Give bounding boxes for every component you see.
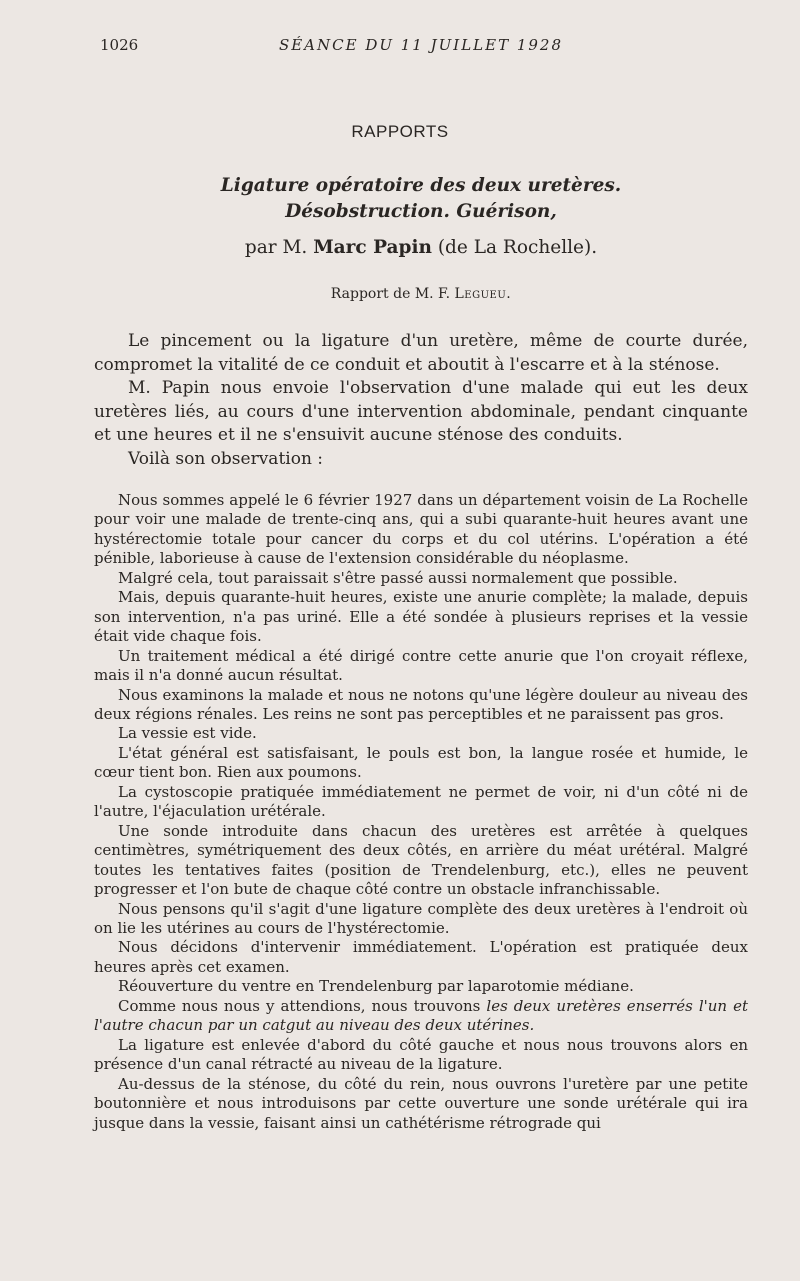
byline-suffix: (de La Rochelle). [437,237,598,258]
report-prefix: Rapport de M. F. [330,286,451,302]
reporter-name: Legueu. [454,286,512,302]
intro-paragraph: Le pincement ou la ligature d'un uretère, même de courte durée, compromet la vitalité de ce conduit et aboutit à l'escarre et à la sténose. [94,331,748,375]
observation-paragraph: La ligature est enlevée d'abord du côté gauche et nous nous trouvons alors en présence d'un canal rétracté au niveau de la ligature. [94,1035,748,1074]
article-title [94,173,748,225]
intro-paragraph: M. Papin nous envoie l'observation d'une malade qui eut les deux uretères liés, au cours d'une intervention abdominale, pendant cinquante et une heures et il ne s'ensuivit aucune sténose des conduits. [94,378,748,446]
title-line-2: Désobstruction. Guérison, [285,201,557,222]
intro-paragraph: Voilà son observation : [128,448,324,469]
introduction [94,330,748,472]
observation-paragraph: Au-dessus de la sténose, du côté du rein, nous ouvrons l'uretère par une petite boutonnière et nous introduisons par cette ouverture une sonde urétérale qui ira jusque dans la vessie, faisant ainsi un cathétérisme rétrograde qui [94,1074,748,1132]
observation-paragraph: Nous décidons d'intervenir immédiatement. L'opération est pratiquée deux heures après cet examen. [94,938,748,976]
title-line-1: Ligature opératoire des deux uretères. [220,175,622,196]
running-head [94,36,748,58]
observation-paragraph: L'état général est satisfaisant, le pouls est bon, la langue rosée et humide, le cœur tient bon. Rien aux poumons. [94,743,748,782]
observation [94,491,748,1133]
observation-paragraph: Nous sommes appelé le 6 février 1927 dans un département voisin de La Rochelle pour voir une malade de trente-cinq ans, qui a subi quarante-huit heures avant une hystérectomie totale pour cancer du corps et du col utérins. L'opération a été pénible, laborieuse à cause de l'extension considérable du néoplasme. [94,491,748,568]
observation-paragraph: Un traitement médical a été dirigé contre cette anurie que l'on croyait réflexe, mais il n'a donné aucun résultat. [94,646,748,685]
page-number: 1026 [100,36,139,54]
observation-paragraph: Mais, depuis quarante-huit heures, existe une anurie complète; la malade, depuis son intervention, n'a pas uriné. Elle a été sondée à plusieurs reprises et la vessie était vide chaque fois. [94,588,748,646]
author-name: Marc Papin [313,237,432,258]
observation-paragraph: Nous pensons qu'il s'agit d'une ligature complète des deux uretères à l'endroit où on lie les utérines au cours de l'hystérectomie. [94,899,748,937]
observation-paragraph: La cystoscopie pratiquée immédiatement ne permet de voir, ni d'un côté ni de l'autre, l'éjaculation urétérale. [94,782,748,821]
observation-paragraph: Une sonde introduite dans chacun des uretères est arrêtée à quelques centimètres, symétriquement des deux côtés, en arrière du méat urétéral. Malgré toutes les tentatives faites (position de Trendelenburg, etc.), elles ne peuvent progresser et l'on bute de chaque côté contre un obstacle infranchissable. [94,821,748,899]
observation-paragraph: Réouverture du ventre en Trendelenburg par laparotomie médiane. [118,977,634,996]
observation-paragraph: La vessie est vide. [118,724,257,743]
byline [94,237,748,258]
observation-paragraph-with-italic [94,997,748,1036]
section-title: RAPPORTS [351,122,449,141]
observation-italic-text: les deux uretères enserrés l'un et l'autre chacun par un catgut au niveau des deux utérines. [94,996,748,1035]
report-line [94,286,748,302]
observation-paragraph: Nous examinons la malade et nous ne notons qu'une légère douleur au niveau des deux régions rénales. Les reins ne sont pas perceptibles et ne paraissent pas gros. [94,685,748,723]
byline-prefix: par M. [244,237,308,258]
session-title: SÉANCE DU 11 JUILLET 1928 [278,36,564,54]
observation-paragraph: Malgré cela, tout paraissait s'être passé aussi normalement que possible. [118,568,678,587]
observation-text: Comme nous nous y attendions, nous trouvons [118,996,481,1015]
